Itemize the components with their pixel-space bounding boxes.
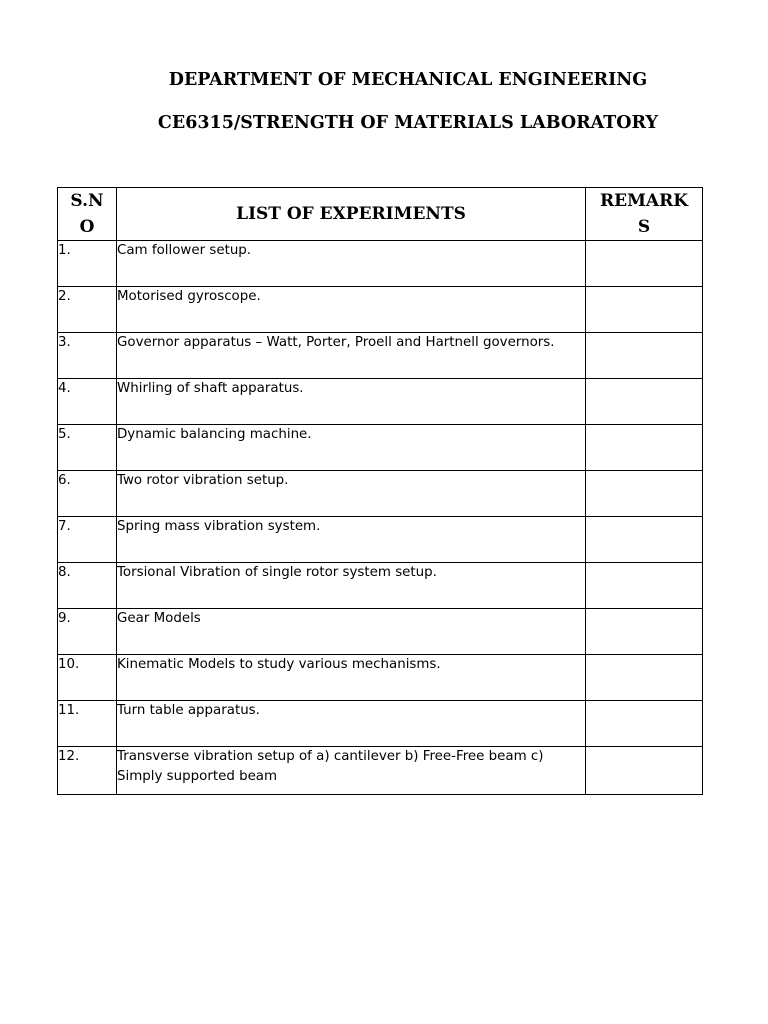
table-row <box>58 747 703 795</box>
row-remarks <box>586 747 703 795</box>
department-title: DEPARTMENT OF MECHANICAL ENGINEERING <box>168 70 648 90</box>
table-row <box>58 655 703 701</box>
row-remarks <box>586 287 703 333</box>
row-experiment: Spring mass vibration system. <box>117 517 586 563</box>
row-sno: 8. <box>58 563 117 609</box>
table-row <box>58 287 703 333</box>
row-remarks <box>586 655 703 701</box>
row-remarks <box>586 517 703 563</box>
row-experiment: Dynamic balancing machine. <box>117 425 586 471</box>
row-sno: 4. <box>58 379 117 425</box>
row-remarks <box>586 241 703 287</box>
row-remarks <box>586 333 703 379</box>
row-remarks <box>586 563 703 609</box>
row-experiment: Gear Models <box>117 609 586 655</box>
table-row <box>58 517 703 563</box>
row-sno: 7. <box>58 517 117 563</box>
column-header-remarks-line2: S <box>637 217 651 237</box>
row-experiment: Cam follower setup. <box>117 241 586 287</box>
row-remarks <box>586 379 703 425</box>
column-header-list: LIST OF EXPERIMENTS <box>117 188 586 241</box>
row-sno: 9. <box>58 609 117 655</box>
course-title: CE6315/STRENGTH OF MATERIALS LABORATORY <box>157 113 659 133</box>
row-sno: 6. <box>58 471 117 517</box>
row-sno: 12. <box>58 747 117 795</box>
column-header-sno <box>58 188 117 241</box>
row-experiment: Motorised gyroscope. <box>117 287 586 333</box>
table-row <box>58 563 703 609</box>
row-sno: 3. <box>58 333 117 379</box>
row-experiment: Turn table apparatus. <box>117 701 586 747</box>
table-row <box>58 379 703 425</box>
table-row <box>58 471 703 517</box>
row-remarks <box>586 425 703 471</box>
column-header-sno-line1: S.N <box>70 191 104 211</box>
row-experiment: Governor apparatus – Watt, Porter, Proell and Hartnell governors. <box>117 333 586 379</box>
experiments-table <box>57 187 703 795</box>
table-row <box>58 333 703 379</box>
table-row <box>58 701 703 747</box>
row-sno: 5. <box>58 425 117 471</box>
column-header-remarks <box>586 188 703 241</box>
row-sno: 11. <box>58 701 117 747</box>
column-header-sno-line2: O <box>79 217 95 237</box>
table-row <box>58 241 703 287</box>
row-experiment: Transverse vibration setup of a) cantilever b) Free-Free beam c) Simply supported beam <box>117 747 586 795</box>
row-remarks <box>586 609 703 655</box>
table-header-row <box>58 188 703 241</box>
row-sno: 10. <box>58 655 117 701</box>
column-header-remarks-line1: REMARK <box>600 191 688 211</box>
table-row <box>58 425 703 471</box>
row-sno: 2. <box>58 287 117 333</box>
row-remarks <box>586 701 703 747</box>
row-remarks <box>586 471 703 517</box>
table-row <box>58 609 703 655</box>
row-experiment: Torsional Vibration of single rotor system setup. <box>117 563 586 609</box>
row-experiment: Kinematic Models to study various mechanisms. <box>117 655 586 701</box>
row-sno: 1. <box>58 241 117 287</box>
row-experiment: Two rotor vibration setup. <box>117 471 586 517</box>
row-experiment: Whirling of shaft apparatus. <box>117 379 586 425</box>
